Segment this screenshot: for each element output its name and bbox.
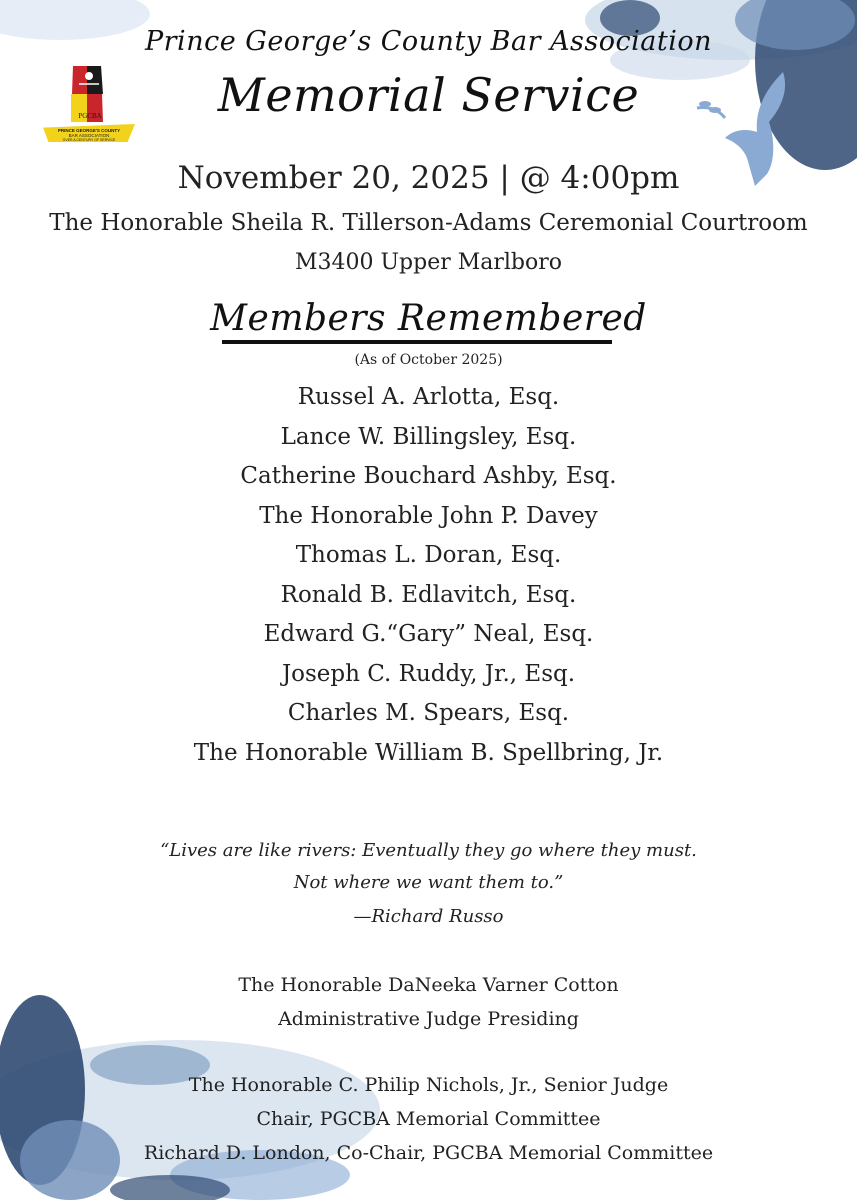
member-name: Edward G.“Gary” Neal, Esq.: [263, 621, 594, 647]
member-name: Lance W. Billingsley, Esq.: [280, 423, 577, 450]
logo-line-3: OVER A CENTURY OF SERVICE: [62, 138, 116, 142]
organization-name: Prince George’s County Bar Association: [144, 26, 713, 57]
event-room: The Honorable Sheila R. Tillerson-Adams Ceremonial Courtroom: [49, 210, 808, 236]
member-name: Joseph C. Ruddy, Jr., Esq.: [281, 660, 576, 687]
event-datetime: November 20, 2025 | @ 4:00pm: [177, 160, 680, 196]
quote-line-2: Not where we want them to.”: [293, 872, 564, 893]
member-name: Catherine Bouchard Ashby, Esq.: [240, 463, 617, 489]
logo-line-2: BAR ASSOCIATION: [68, 133, 110, 138]
member-name: Russel A. Arlotta, Esq.: [297, 384, 560, 410]
committee-chair-role: Chair, PGCBA Memorial Committee: [256, 1108, 601, 1130]
member-name: Ronald B. Edlavitch, Esq.: [280, 581, 577, 608]
presiding-judge-name: The Honorable DaNeeka Varner Cotton: [238, 974, 619, 996]
logo-line-1: PRINCE GEORGE'S COUNTY: [57, 128, 121, 133]
logo-banner-text: [47, 128, 131, 143]
presiding-judge-role: Administrative Judge Presiding: [278, 1008, 579, 1030]
quote-attribution: —Richard Russo: [353, 906, 504, 927]
members-heading: Members Remembered: [210, 298, 647, 339]
event-location: M3400 Upper Marlboro: [294, 250, 563, 275]
heading-underline: [222, 340, 612, 344]
member-name: Charles M. Spears, Esq.: [287, 700, 570, 726]
member-name: The Honorable William B. Spellbring, Jr.: [193, 739, 664, 766]
member-name: Thomas L. Doran, Esq.: [295, 542, 562, 568]
member-name: The Honorable John P. Davey: [259, 502, 598, 529]
committee-chair: The Honorable C. Philip Nichols, Jr., Senior Judge: [188, 1074, 669, 1096]
page-title: Memorial Service: [217, 68, 640, 122]
logo-monogram: PGCBA: [78, 112, 102, 120]
committee-co-chair: Richard D. London, Co-Chair, PGCBA Memorial Committee: [143, 1142, 714, 1164]
members-list: [0, 378, 857, 773]
quote-line-1: “Lives are like rivers: Eventually they go where they must.: [160, 840, 697, 861]
as-of-note: (As of October 2025): [354, 352, 503, 368]
